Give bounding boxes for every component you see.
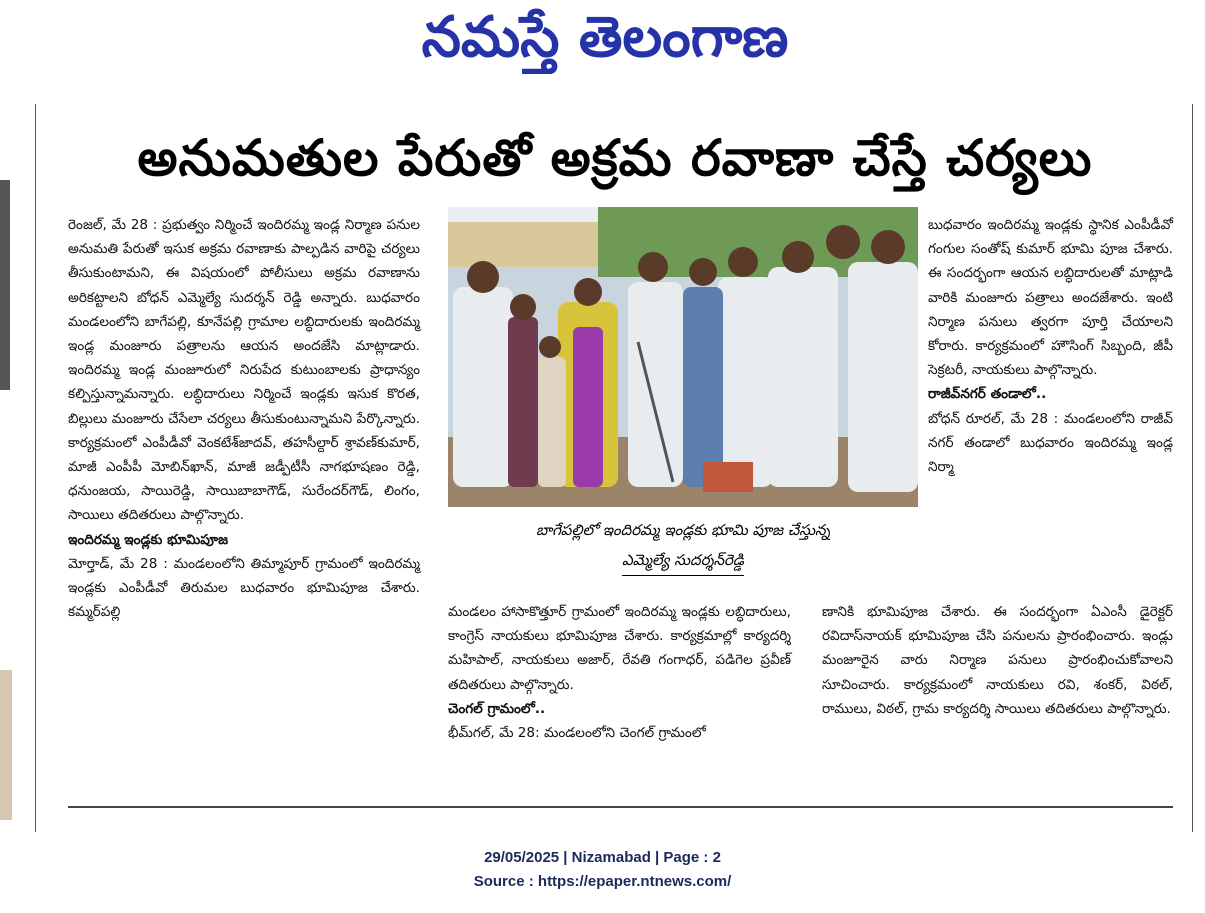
paragraph-bheemgal: భీమ్‌గల్, మే 28: మండలంలోని చెంగల్ గ్రామంలో [448, 725, 706, 742]
photo-illustration [448, 207, 918, 507]
left-column-rule [35, 104, 36, 832]
subheading-bhoomi-puja: ఇందిరమ్మ ఇండ్లకు భూమిపూజ [68, 531, 229, 548]
article-column-1 [68, 213, 420, 624]
paragraph-santosh: బుధవారం ఇందిరమ్మ ఇండ్లకు స్థానిక ఎంపీడీవో గంగుల సంతోష్ కుమార్ భూమి పూజ చేశారు. ఈ సందర్భంగా ఆయన లబ్ధిదారులతో మాట్లాడి వారికి మంజూరు పత్రాలు అందజేశారు. ఇంటి నిర్మాణ పనులు త్వరగా పూర్తి చేయాలని కోరారు. కార్యక్రమంలో హౌసింగ్ సిబ్బంది, జీపీ సెక్రటరీ, నాయకులు పాల్గొన్నారు. [928, 217, 1173, 379]
paragraph-renjal: రెంజల్, మే 28 : ప్రభుత్వం నిర్మించే ఇందిరమ్మ ఇండ్ల నిర్మాణ పనుల అనుమతి పేరుతో ఇసుక అక్రమ రవాణాకు పాల్పడిన వారిపై చర్యలు తీసుకుంటామని, ఈ విషయంలో పోలీసులు అక్రమ రవాణాను అరికట్టాలని బోధన్ ఎమ్మెల్యే సుదర్శన్ రెడ్డి అన్నారు. బుధవారం మండలంలోని బాగేపల్లి, కూనేపల్లి గ్రామాల లబ్ధిదారులకు ఇందిరమ్మ ఇండ్ల మంజూరు పత్రాలను ఆయన అందజేసి మాట్లాడారు. ఇందిరమ్మ ఇండ్ల మంజూరులో నిరుపేద కుటుంబాలకు ప్రాధాన్యం కల్పిస్తున్నామన్నారు. లబ్ధిదారులు నిర్మించే ఇండ్లకు ఇసుక కొరత, బిల్లులు మంజూరు చేసేలా చర్యలు తీసుకుంటున్నామని పేర్కొన్నారు. కార్యక్రమంలో ఎంపీడీవో వెంకటేశ్‌జాదవ్, తహసీల్దార్ శ్రావణ్‌కుమార్, మాజీ ఎంపీపీ మోబిన్‌ఖాన్, మాజీ జడ్పీటీసీ నాగభూషణం రెడ్డి, ధనుంజయ, సాయిరెడ్డి, సాయిబాబాగౌడ్, సురేందర్‌గౌడ్, లింగం, సాయిలు తదితరులు పాల్గొన్నారు. [68, 217, 420, 524]
paragraph-bodhan-rural: బోధన్ రూరల్, మే 28 : మండలంలోని రాజీవ్ నగర్ తండాలో బుధవారం ఇందిరమ్మ ఇండ్ల నిర్మా [928, 410, 1173, 476]
paragraph-hasakothur: మండలం హాసాకొత్తూర్ గ్రామంలో ఇందిరమ్మ ఇండ్లకు లబ్ధిదారులు, కాంగ్రెస్ నాయకులు భూమిపూజ చేశారు. కార్యక్రమాల్లో కార్యదర్శి మహిపాల్, నాయకులు అజార్, రేవతి గంగాధర్, పడిగెల ప్రవీణ్ తదితరులు పాల్గొన్నారు. [448, 604, 791, 693]
paragraph-bodhan-rural-continued: ణానికి భూమిపూజ చేశారు. ఈ సందర్భంగా ఏఎంసీ డైరెక్టర్ రవిదాస్‌నాయక్ భూమిపూజ చేసి పనులను ప్రారంభించారు. ఇండ్లు మంజూరైన వారు నిర్మాణ పనులు ప్రారంభించుకోవాలని సూచించారు. కార్యక్రమంలో నాయకులు రవి, శంకర్, విఠల్, రాములు, విఠల్, గ్రామ కార్యదర్శి సాయిలు తదితరులు పాల్గొన్నారు. [822, 604, 1173, 717]
masthead-title: నమస్తే తెలంగాణ [421, 5, 789, 70]
article-bottom-rule [68, 806, 1173, 808]
caption-line-1: బాగేపల్లిలో ఇందిరమ్మ ఇండ్లకు భూమి పూజ చేస్తున్న [535, 521, 831, 539]
article-headline: అనుమతుల పేరుతో అక్రమ రవాణా చేస్తే చర్యలు [137, 129, 1093, 187]
subheading-chengal: చెంగల్ గ్రామంలో.. [448, 700, 546, 717]
paragraph-mortad: మోర్తాడ్, మే 28 : మండలంలోని తిమ్మాపూర్ గ్రామంలో ఇందిరమ్మ ఇండ్లకు ఎంపీడీవో తిరుమల బుధవారం భూమిపూజ చేశారు. కమ్మర్‌పల్లి [68, 555, 420, 621]
footer-source-link[interactable]: Source : https://epaper.ntnews.com/ [473, 873, 732, 890]
article-column-3a [928, 213, 1173, 479]
article-column-3b [822, 600, 1173, 721]
article-column-2 [448, 600, 791, 745]
newspaper-masthead [395, 2, 815, 74]
caption-line-2: ఎమ్మెల్యే సుదర్శన్‌రెడ్డి [622, 545, 744, 576]
masthead-logo [395, 2, 815, 74]
right-column-rule [1192, 104, 1193, 832]
adjacent-page-edge [0, 170, 14, 830]
subheading-rajiv-nagar: రాజీవ్‌నగర్ తండాలో.. [928, 386, 1047, 403]
page-footer [0, 846, 1205, 894]
article-photo [448, 207, 918, 507]
footer-date-edition: 29/05/2025 | Nizamabad | Page : 2 [484, 849, 721, 866]
photo-caption [448, 515, 918, 581]
